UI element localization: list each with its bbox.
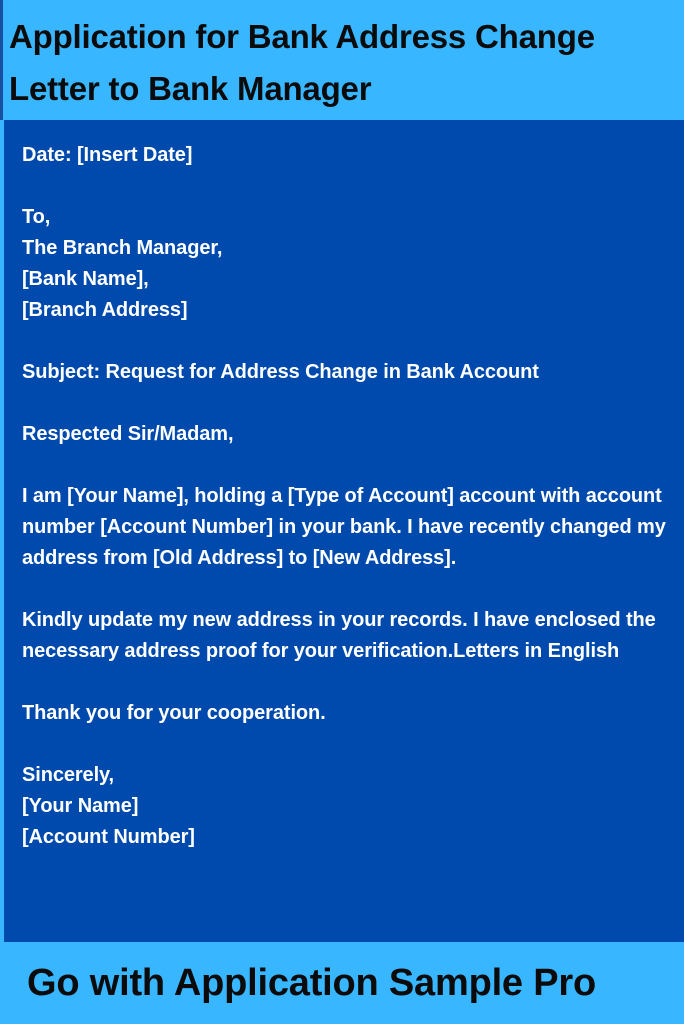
letter-closing [22, 760, 672, 853]
letter-body [22, 140, 672, 884]
closing-line: [Account Number] [22, 826, 195, 848]
title-line-1: Application for Bank Address Change [9, 18, 595, 55]
title-line-2: Letter to Bank Manager [9, 70, 372, 107]
closing-line: Sincerely, [22, 764, 115, 786]
page-title [9, 11, 679, 115]
letter-paragraph-1: I am [Your Name], holding a [Type of Account] account with account number [Account Number] in your bank. I have recently changed my address from [Old Address] to [New Address]. [22, 485, 666, 569]
recipient-line: [Bank Name], [22, 268, 149, 290]
letter-recipient [22, 202, 672, 326]
recipient-line: To, [22, 206, 51, 228]
letter-date: Date: [Insert Date] [22, 144, 193, 166]
letter-thanks: Thank you for your cooperation. [22, 702, 326, 724]
footer-banner [0, 942, 684, 1024]
letter-paragraph-2: Kindly update my new address in your records. I have enclosed the necessary address proof for your verification.Letters in English [22, 609, 656, 662]
title-banner [0, 0, 684, 120]
closing-line: [Your Name] [22, 795, 139, 817]
recipient-line: The Branch Manager, [22, 237, 223, 259]
recipient-line: [Branch Address] [22, 299, 188, 321]
letter-panel [4, 120, 684, 942]
letter-salutation: Respected Sir/Madam, [22, 423, 234, 445]
footer-brand: Go with Application Sample Pro [27, 962, 596, 1004]
letter-subject: Subject: Request for Address Change in Bank Account [22, 361, 539, 383]
